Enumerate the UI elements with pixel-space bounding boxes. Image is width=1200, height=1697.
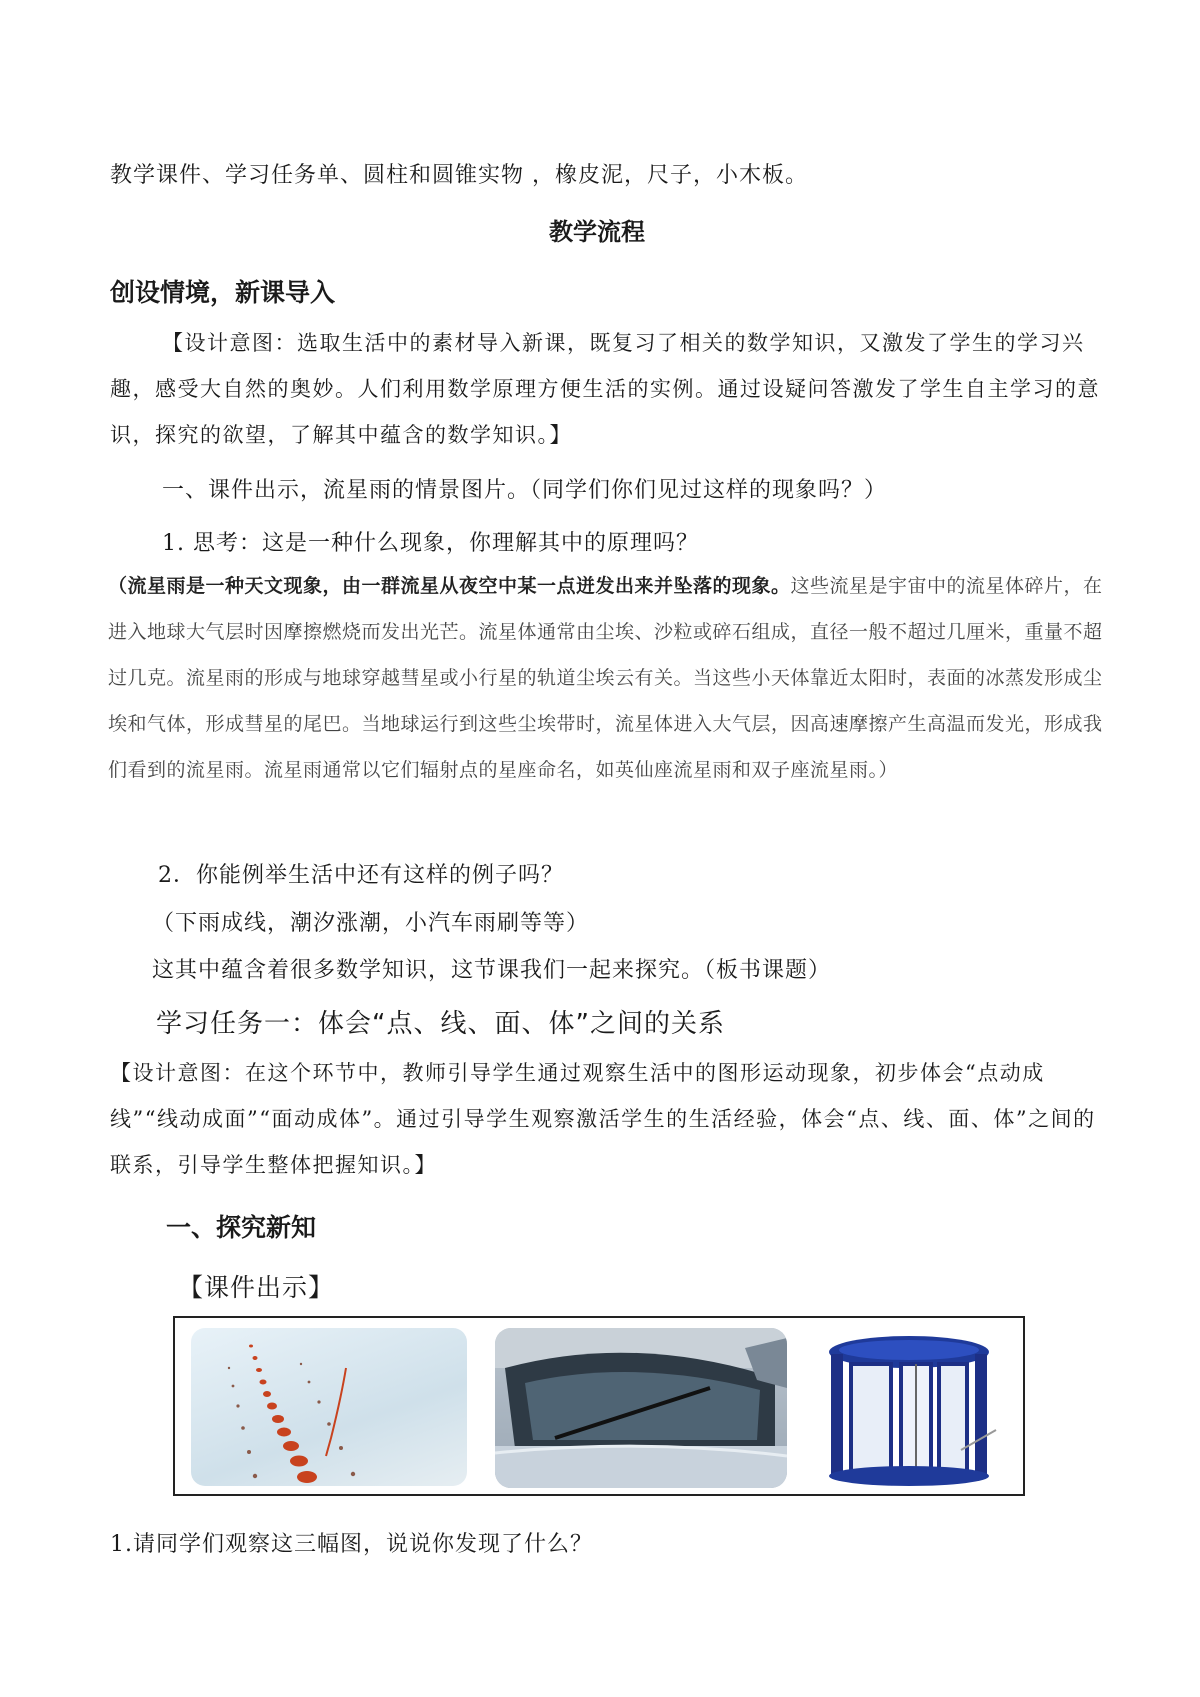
courseware-label: 【课件出示】: [178, 1273, 335, 1302]
meteor-rest-text: 这些流星是宇宙中的流星体碎片，在进入地球大气层时因摩擦燃烧而发出光芒。流星体通常由尘埃、沙粒或碎石组成，直径一般不超过几厘米，重量不超过几克。流星雨的形成与地球穿越彗星或小行星的轨道尘埃云有关。当这些小天体靠近太阳时，表面的冰蒸发形成尘埃和气体，形成彗星的尾巴。当地球运行到这些尘埃带时，流星体进入大气层，因高速摩擦产生高温而发光，形成我们看到的流星雨。流星雨通常以它们辐射点的星座命名，如英仙座流星雨和双子座流星雨。）: [108, 575, 1103, 781]
question-1: 1. 思考：这是一种什么现象，你理解其中的原理吗？: [162, 531, 699, 556]
car-wiper-photo: [495, 1328, 787, 1488]
summary-line: 这其中蕴含着很多数学知识，这节课我们一起来探究。（板书课题）: [152, 958, 832, 983]
step1: 一、课件出示，流星雨的情景图片。（同学们你们见过这样的现象吗？）: [162, 478, 888, 503]
image-strip: [173, 1316, 1025, 1496]
dotted-line-photo: [191, 1328, 467, 1486]
design-intent-2: 【设计意图：在这个环节中，教师引导学生通过观察生活中的图形运动现象，初步体会“点动成线”“线动成面”“面动成体”。通过引导学生观察激活学生的生活经验，体会“点、线、面、体”之间的联系，引导学生整体把握知识。】: [110, 1061, 1096, 1177]
design-intent-1: 【设计意图：选取生活中的素材导入新课，既复习了相关的数学知识，又激发了学生的学习兴趣，感受大自然的奥妙。人们利用数学原理方便生活的实例。通过设疑问答激发了学生自主学习的意识，探究的欲望，了解其中蕴含的数学知识。】: [110, 331, 1100, 447]
observe-question: 1.请同学们观察这三幅图，说说你发现了什么？: [110, 1532, 593, 1557]
explore-title: 一、探究新知: [166, 1213, 317, 1242]
revolving-door-photo: [821, 1330, 1011, 1488]
meteor-explanation: [108, 563, 1118, 793]
question-2: 2．你能例举生活中还有这样的例子吗？: [158, 863, 564, 888]
answer-2: （下雨成线，潮汐涨潮，小汽车雨刷等等）: [152, 911, 590, 936]
car-wiper-drawing: [495, 1328, 787, 1488]
section1-title: 创设情境，新课导入: [110, 278, 336, 307]
dotted-line-drawing: [191, 1328, 467, 1486]
flow-title: 教学流程: [549, 217, 645, 246]
revolving-door-drawing: [821, 1330, 1011, 1488]
task1-title: 学习任务一：体会“点、线、面、体”之间的关系: [156, 1009, 725, 1039]
meteor-bold-text: （流星雨是一种天文现象，由一群流星从夜空中某一点迸发出来并坠落的现象。: [108, 575, 791, 597]
materials-line: 教学课件、学习任务单、圆柱和圆锥实物 ，橡皮泥，尺子，小木板。: [110, 163, 808, 188]
